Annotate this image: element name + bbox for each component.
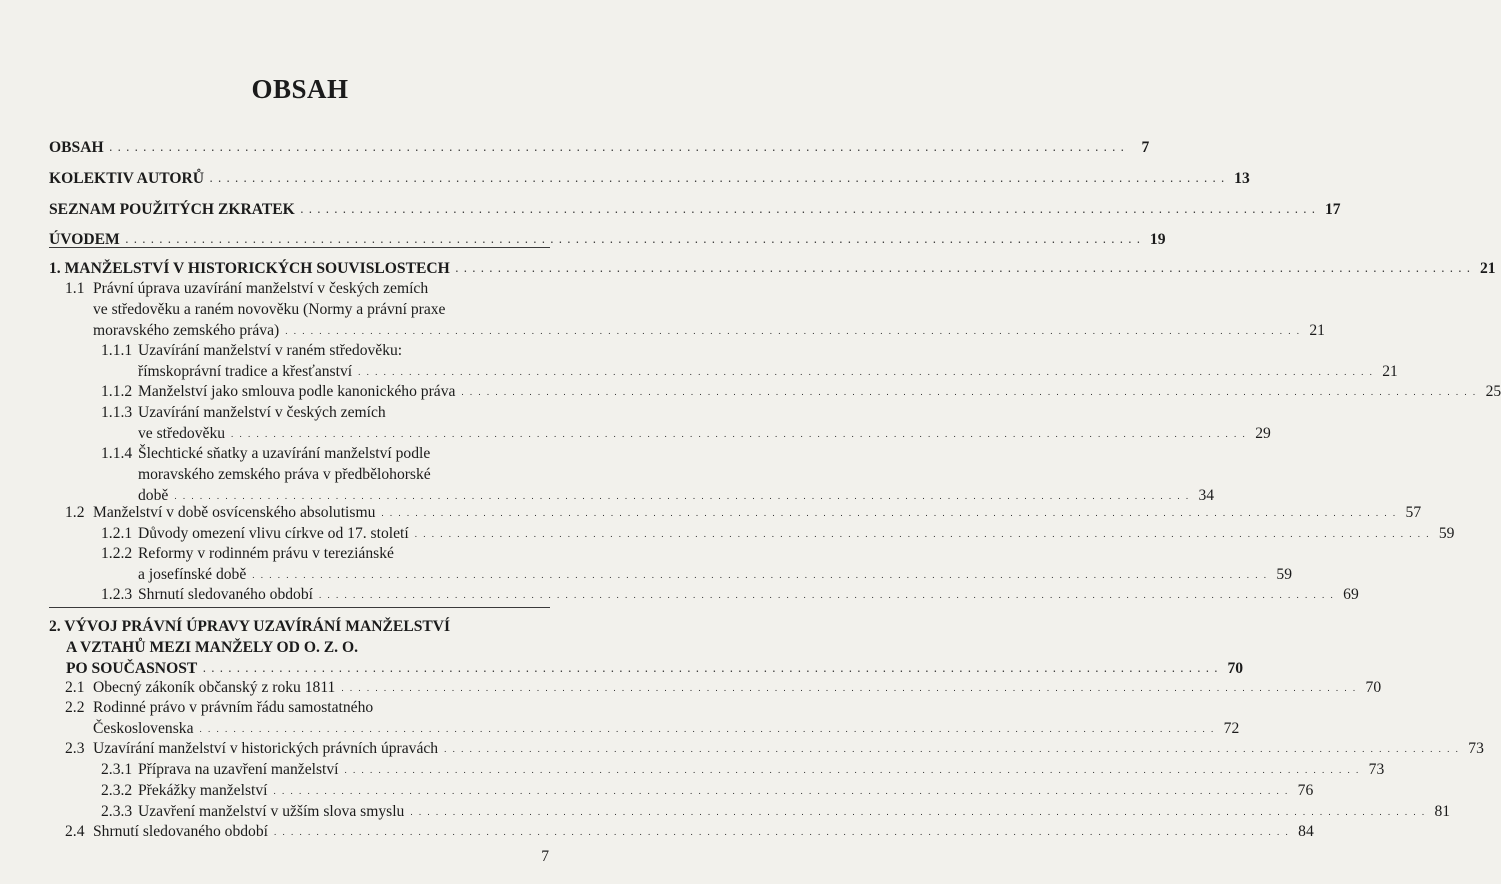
toc-entry-chapter: [49, 616, 1244, 679]
leader-dots: . . . . . . . . . . . . . . . . . . . . . . . . . . . . . . . . . . . . . . . . . . . . . . . . . . . . . . . . . . . . . . . . . . . . . . . . . . . . . . . . . . . . . . . . . . . . . . . . . . . . . . . . . . . . . . . . . . . . . . . .: [318, 590, 1335, 600]
toc-entry-number: 2.1: [65, 679, 85, 696]
toc-entry-title: Překážky manželství: [138, 782, 268, 799]
toc-entry-2-2: [65, 697, 1240, 739]
section-divider: [49, 607, 550, 608]
toc-entry-link[interactable]: [138, 759, 1385, 780]
toc-entry-link[interactable]: [138, 381, 1501, 402]
toc-entry-number: 1.1.3: [101, 404, 133, 421]
toc-page-number: 34: [1198, 487, 1215, 504]
toc-entry-number: 2.3: [65, 740, 85, 757]
toc-entry-title-line: A VZTAHŮ MEZI MANŽELY OD O. Z. O.: [66, 639, 358, 656]
leader-dots: . . . . . . . . . . . . . . . . . . . . . . . . . . . . . . . . . . . . . . . . . . . . . . . . . . . . . . . . . . . . . . . . . . . . . . . . . . . . . . . . . . . . . . . . . . . . . . . . . . . . . . . . . . . . . . . . . . . . . . . .: [358, 367, 1374, 377]
toc-page-number: 21: [1309, 322, 1325, 339]
leader-dots: . . . . . . . . . . . . . . . . . . . . . . . . . . . . . . . . . . . . . . . . . . . . . . . . . . . . . . . . . . . . . . . . . . . . . . . . . . . . . . . . . . . . . . . . . . . . . . . . . . . . . . . . . . . . . . . . . . . . . . . .: [341, 683, 1358, 693]
toc-entry-1-2-1: [101, 523, 1455, 544]
toc-entry-title: Československa: [93, 720, 194, 737]
toc-entry-link[interactable]: [138, 801, 1451, 822]
toc-entry-title: PO SOUČASNOST: [66, 660, 198, 677]
toc-entry-number: 1.2.2: [101, 545, 133, 562]
toc-entry-number: 2.3.1: [101, 761, 133, 778]
toc-page-number: 76: [1297, 782, 1314, 799]
toc-entry-title: 1. MANŽELSTVÍ V HISTORICKÝCH SOUVISLOSTECH: [49, 260, 450, 277]
toc-entry-number: 2.3.2: [101, 782, 133, 799]
toc-page-number: 70: [1227, 660, 1244, 677]
toc-entry-link[interactable]: [138, 361, 1398, 382]
leader-dots: . . . . . . . . . . . . . . . . . . . . . . . . . . . . . . . . . . . . . . . . . . . . . . . . . . . . . . . . . . . . . . . . . . . . . . . . . . . . . . . . . . . . . . . . . . . . . . . . . . . . . . . . . . . . . . . . . . . . . . . .: [461, 387, 1478, 397]
toc-entry-1-1: [65, 278, 1325, 341]
toc-entry-number: 1.2.3: [101, 586, 133, 603]
toc-page-number: 59: [1276, 566, 1293, 583]
toc-entry-title-line: Rodinné právo v právním řádu samostatného: [93, 699, 374, 716]
leader-dots: . . . . . . . . . . . . . . . . . . . . . . . . . . . . . . . . . . . . . . . . . . . . . . . . . . . . . . . . . . . . . . . . . . . . . . . . . . . . . . . . . . . . . . . . . . . . . . . . . . . . . . . . . . . . . . . . . . . . . . . .: [203, 664, 1220, 674]
toc-page-number: 81: [1434, 803, 1451, 820]
toc-entry-1-1-2: [101, 381, 1501, 402]
toc-entry-link[interactable]: [93, 821, 1314, 842]
toc-entry-title: a josefínské době: [138, 566, 247, 583]
toc-entry-link[interactable]: [93, 320, 1325, 341]
toc-entry-number: 1.1.2: [101, 383, 133, 400]
toc-entry-title: moravského zemského práva): [93, 322, 280, 339]
toc-entry-number: 2.4: [65, 823, 85, 840]
leader-dots: . . . . . . . . . . . . . . . . . . . . . . . . . . . . . . . . . . . . . . . . . . . . . . . . . . . . . . . . . . . . . . . . . . . . . . . . . . . . . . . . . . . . . . . . . . . . . . . . . . . . . . . . . . . . . . . . . . . . . . . .: [300, 205, 1317, 215]
toc-entry-title: Příprava na uzavření manželství: [138, 761, 339, 778]
toc-entry-title: OBSAH: [49, 139, 104, 156]
leader-dots: . . . . . . . . . . . . . . . . . . . . . . . . . . . . . . . . . . . . . . . . . . . . . . . . . . . . . . . . . . . . . . . . . . . . . . . . . . . . . . . . . . . . . . . . . . . . . . . . . . . . . . . . . . . . . . . . . . . . . . . .: [273, 786, 1290, 796]
leader-dots: . . . . . . . . . . . . . . . . . . . . . . . . . . . . . . . . . . . . . . . . . . . . . . . . . . . . . . . . . . . . . . . . . . . . . . . . . . . . . . . . . . . . . . . . . . . . . . . . . . . . . . . . . . . . . . . . . . . . . . . .: [109, 143, 1126, 153]
toc-entry-title: KOLEKTIV AUTORŮ: [49, 170, 204, 187]
leader-dots: . . . . . . . . . . . . . . . . . . . . . . . . . . . . . . . . . . . . . . . . . . . . . . . . . . . . . . . . . . . . . . . . . . . . . . . . . . . . . . . . . . . . . . . . . . . . . . . . . . . . . . . . . . . . . . . . . . . . . . . .: [273, 827, 1290, 837]
toc-entry-2-3: [65, 738, 1484, 759]
toc-entry-link[interactable]: [93, 677, 1382, 698]
toc-entry-1-2-2: [101, 543, 1293, 585]
toc-page-number: 21: [1382, 363, 1398, 380]
toc-page-number: 29: [1255, 425, 1271, 442]
toc-entry-title: ve středověku: [138, 425, 226, 442]
toc-entry-title: ÚVODEM: [49, 231, 120, 248]
toc-entry-chapter: [49, 168, 1250, 189]
toc-entry-title-line: 2. VÝVOJ PRÁVNÍ ÚPRAVY UZAVÍRÁNÍ MANŽELSTVÍ: [49, 618, 451, 635]
toc-entry-title-line: moravského zemského práva v předbělohorské: [138, 466, 431, 483]
leader-dots: . . . . . . . . . . . . . . . . . . . . . . . . . . . . . . . . . . . . . . . . . . . . . . . . . . . . . . . . . . . . . . . . . . . . . . . . . . . . . . . . . . . . . . . . . . . . . . . . . . . . . . . . . . . . . . . . . . . . . . . .: [381, 508, 1398, 518]
toc-entry-number: 2.2: [65, 699, 85, 716]
toc-entry-2-3-1: [101, 759, 1385, 780]
toc-entry-1-1-3: [101, 402, 1271, 444]
toc-entry-link[interactable]: [138, 523, 1455, 544]
leader-dots: . . . . . . . . . . . . . . . . . . . . . . . . . . . . . . . . . . . . . . . . . . . . . . . . . . . . . . . . . . . . . . . . . . . . . . . . . . . . . . . . . . . . . . . . . . . . . . . . . . . . . . . . . . . . . . . . . . . . . . . .: [125, 235, 1142, 245]
leader-dots: . . . . . . . . . . . . . . . . . . . . . . . . . . . . . . . . . . . . . . . . . . . . . . . . . . . . . . . . . . . . . . . . . . . . . . . . . . . . . . . . . . . . . . . . . . . . . . . . . . . . . . . . . . . . . . . . . . . . . . . .: [174, 491, 1191, 501]
toc-entry-link[interactable]: [138, 780, 1314, 801]
toc-entry-chapter: [49, 137, 1150, 158]
page-number: 7: [541, 848, 549, 865]
toc-heading: OBSAH: [251, 74, 349, 104]
toc-entry-link[interactable]: [93, 738, 1484, 759]
toc-entry-title: Důvody omezení vlivu církve od 17. století: [138, 525, 409, 542]
toc-page-number: 72: [1223, 720, 1240, 737]
toc-entry-number: 1.1.1: [101, 342, 133, 359]
toc-entry-number: 1.1.4: [101, 445, 133, 462]
toc-entry-title: Shrnutí sledovaného období: [93, 823, 268, 840]
toc-entry-link[interactable]: [93, 718, 1240, 739]
toc-entry-number: 1.2.1: [101, 525, 133, 542]
toc-page-number: 70: [1365, 679, 1382, 696]
toc-page-number: 59: [1438, 525, 1455, 542]
leader-dots: . . . . . . . . . . . . . . . . . . . . . . . . . . . . . . . . . . . . . . . . . . . . . . . . . . . . . . . . . . . . . . . . . . . . . . . . . . . . . . . . . . . . . . . . . . . . . . . . . . . . . . . . . . . . . . . . . . . . . . . .: [414, 529, 1431, 539]
toc-page-number: 19: [1149, 231, 1166, 248]
toc-page-number: 73: [1468, 740, 1484, 757]
toc-entry-title: Manželství v době osvícenského absolutismu: [93, 504, 376, 521]
toc-entry-link[interactable]: [49, 658, 1244, 679]
toc-entry-title: SEZNAM POUŽITÝCH ZKRATEK: [49, 201, 295, 218]
leader-dots: . . . . . . . . . . . . . . . . . . . . . . . . . . . . . . . . . . . . . . . . . . . . . . . . . . . . . . . . . . . . . . . . . . . . . . . . . . . . . . . . . . . . . . . . . . . . . . . . . . . . . . . . . . . . . . . . . . . . . . . .: [344, 765, 1361, 775]
toc-entry-link[interactable]: [49, 199, 1341, 220]
toc-entry-link[interactable]: [49, 168, 1250, 189]
leader-dots: . . . . . . . . . . . . . . . . . . . . . . . . . . . . . . . . . . . . . . . . . . . . . . . . . . . . . . . . . . . . . . . . . . . . . . . . . . . . . . . . . . . . . . . . . . . . . . . . . . . . . . . . . . . . . . . . . . . . . . . .: [231, 429, 1247, 439]
toc-entry-title-line: Šlechtické sňatky a uzavírání manželství podle: [138, 445, 431, 462]
toc-page-number: 57: [1405, 504, 1422, 521]
toc-page-number: 25: [1485, 383, 1501, 400]
toc-entry-title: Uzavírání manželství v historických právních úpravách: [93, 740, 439, 757]
toc-entry-2-4: [65, 821, 1314, 842]
leader-dots: . . . . . . . . . . . . . . . . . . . . . . . . . . . . . . . . . . . . . . . . . . . . . . . . . . . . . . . . . . . . . . . . . . . . . . . . . . . . . . . . . . . . . . . . . . . . . . . . . . . . . . . . . . . . . . . . . . . . . . . .: [209, 174, 1226, 184]
toc-entry-link[interactable]: [138, 564, 1293, 585]
toc-page-number: 69: [1343, 586, 1359, 603]
toc-entry-title-line: ve středověku a raném novověku (Normy a právní praxe: [93, 301, 446, 318]
toc-entry-1-2-3: [101, 584, 1359, 605]
leader-dots: . . . . . . . . . . . . . . . . . . . . . . . . . . . . . . . . . . . . . . . . . . . . . . . . . . . . . . . . . . . . . . . . . . . . . . . . . . . . . . . . . . . . . . . . . . . . . . . . . . . . . . . . . . . . . . . . . . . . . . . .: [285, 326, 1301, 336]
toc-entry-2-1: [65, 677, 1382, 698]
toc-entry-title: Shrnutí sledovaného období: [138, 586, 313, 603]
toc-entry-link[interactable]: [138, 423, 1271, 444]
toc-entry-link[interactable]: [138, 584, 1359, 605]
toc-entry-2-3-2: [101, 780, 1314, 801]
toc-entry-number: 1.1: [65, 280, 85, 297]
toc-entry-chapter: [49, 199, 1341, 220]
toc-page-number: 17: [1324, 201, 1341, 218]
toc-entry-1-1-1: [101, 340, 1398, 382]
toc-entry-link[interactable]: [49, 258, 1496, 279]
leader-dots: . . . . . . . . . . . . . . . . . . . . . . . . . . . . . . . . . . . . . . . . . . . . . . . . . . . . . . . . . . . . . . . . . . . . . . . . . . . . . . . . . . . . . . . . . . . . . . . . . . . . . . . . . . . . . . . . . . . . . . . .: [444, 744, 1460, 754]
toc-entry-title-line: Reformy v rodinném právu v tereziánské: [138, 545, 394, 562]
toc-page-number: 84: [1298, 823, 1314, 840]
toc-entry-number: 2.3.3: [101, 803, 133, 820]
leader-dots: . . . . . . . . . . . . . . . . . . . . . . . . . . . . . . . . . . . . . . . . . . . . . . . . . . . . . . . . . . . . . . . . . . . . . . . . . . . . . . . . . . . . . . . . . . . . . . . . . . . . . . . . . . . . . . . . . . . . . . . .: [199, 724, 1216, 734]
toc-entry-title-line: Uzavírání manželství v raném středověku:: [138, 342, 403, 359]
toc-entry-title: době: [138, 487, 169, 504]
section-divider: [49, 247, 550, 248]
toc-entry-link[interactable]: [93, 502, 1422, 523]
toc-entry-title: Obecný zákoník občanský z roku 1811: [93, 679, 336, 696]
toc-entry-number: 1.2: [65, 504, 85, 521]
toc-page-number: 7: [1141, 139, 1150, 156]
leader-dots: . . . . . . . . . . . . . . . . . . . . . . . . . . . . . . . . . . . . . . . . . . . . . . . . . . . . . . . . . . . . . . . . . . . . . . . . . . . . . . . . . . . . . . . . . . . . . . . . . . . . . . . . . . . . . . . . . . . . . . . .: [455, 264, 1472, 274]
toc-entry-title: Manželství jako smlouva podle kanonického práva: [138, 383, 456, 400]
toc-entry-chapter: [49, 258, 1496, 279]
toc-entry-title-line: Uzavírání manželství v českých zemích: [138, 404, 386, 421]
toc-entry-2-3-3: [101, 801, 1451, 822]
toc-entry-title: Uzavření manželství v užším slova smyslu: [138, 803, 405, 820]
leader-dots: . . . . . . . . . . . . . . . . . . . . . . . . . . . . . . . . . . . . . . . . . . . . . . . . . . . . . . . . . . . . . . . . . . . . . . . . . . . . . . . . . . . . . . . . . . . . . . . . . . . . . . . . . . . . . . . . . . . . . . . .: [252, 570, 1269, 580]
toc-entry-1-1-4: [101, 443, 1215, 506]
toc-page-number: 21: [1479, 260, 1496, 277]
toc-page-number: 73: [1368, 761, 1385, 778]
toc-entry-link[interactable]: [49, 137, 1150, 158]
toc-page-number: 13: [1234, 170, 1250, 187]
toc-entry-title-line: Právní úprava uzavírání manželství v českých zemích: [93, 280, 429, 297]
toc-entry-title: římskoprávní tradice a křesťanství: [138, 363, 353, 380]
toc-entry-1-2: [65, 502, 1422, 523]
leader-dots: . . . . . . . . . . . . . . . . . . . . . . . . . . . . . . . . . . . . . . . . . . . . . . . . . . . . . . . . . . . . . . . . . . . . . . . . . . . . . . . . . . . . . . . . . . . . . . . . . . . . . . . . . . . . . . . . . . . . . . . .: [410, 807, 1427, 817]
